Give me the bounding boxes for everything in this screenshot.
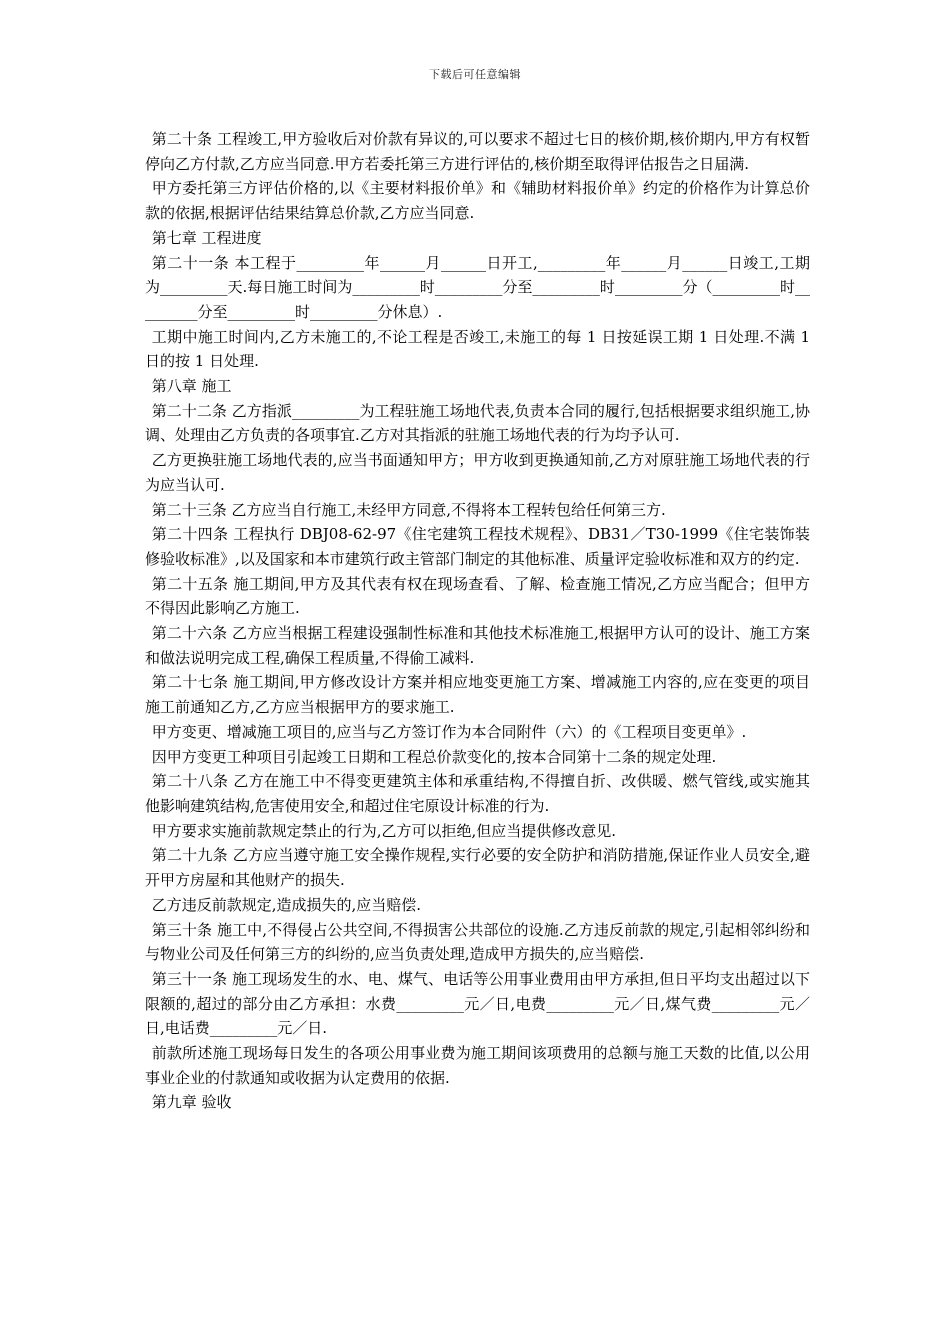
paragraph-delay-rule: 工期中施工时间内,乙方未施工的,不论工程是否竣工,未施工的每 1 日按延误工期 1 日处理.不满 1 日的按 1 日处理. [145, 327, 810, 371]
clause-26: 第二十六条 乙方应当根据工程建设强制性标准和其他技术标准施工,根据甲方认可的设计、施工方案和做法说明完成工程,确保工程质量,不得偷工减料. [145, 624, 810, 667]
clause-29: 第二十九条 乙方应当遵守施工安全操作规程,实行必要的安全防护和消防措施,保证作业人员安全,避开甲方房屋和其他财产的损失. [145, 846, 810, 890]
paragraph-refuse-prohibited: 甲方要求实施前款规定禁止的行为,乙方可以拒绝,但应当提供修改意见. [151, 821, 617, 840]
clause-24: 第二十四条 工程执行 DBJ08-62-97《住宅建筑工程技术规程》、DB31／T30-1999《住宅装饰装修验收标准》,以及国家和本市建筑行政主管部门制定的其他标准、质量评定验收标准和双方的约定. [145, 525, 810, 568]
clause-30: 第三十条 施工中,不得侵占公共空间,不得损害公共部位的设施.乙方违反前款的规定,引起相邻纠纷和与物业公司及任何第三方的纠纷的,应当负责处理,造成甲方损失的,应当赔偿. [145, 920, 810, 964]
clause-22: 第二十二条 乙方指派_________为工程驻施工场地代表,负责本合同的履行,包括根据要求组织施工,协调、处理由乙方负责的各项事宜.乙方对其指派的驻施工场地代表的行为均予认可. [145, 401, 810, 445]
clause-27: 第二十七条 施工期间,甲方修改设计方案并相应地变更施工方案、增减施工内容的,应在变更的项目施工前通知乙方,乙方应当根据甲方的要求施工. [145, 673, 810, 717]
chapter-8-heading: 第八章 施工 [151, 377, 232, 396]
paragraph-utility-fee-basis: 前款所述施工现场每日发生的各项公用事业费为施工期间该项费用的总额与施工天数的比值,以公用事业企业的付款通知或收据为认定费用的依据. [145, 1044, 810, 1087]
clause-28: 第二十八条 乙方在施工中不得变更建筑主体和承重结构,不得擅自折、改供暖、燃气管线,或实施其他影响建筑结构,危害使用安全,和超过住宅原设计标准的行为. [145, 772, 810, 815]
paragraph-change-order: 甲方变更、增减施工项目的,应当与乙方签订作为本合同附件（六）的《工程项目变更单》. [151, 722, 747, 741]
paragraph-replace-representative: 乙方更换驻施工场地代表的,应当书面通知甲方；甲方收到更换通知前,乙方对原驻施工场地代表的行为应当认可. [145, 451, 810, 494]
clause-20: 第二十条 工程竣工,甲方验收后对价款有异议的,可以要求不超过七日的核价期,核价期内,甲方有权暂停向乙方付款,乙方应当同意.甲方若委托第三方进行评估的,核价期至取得评估报告之日届满. [145, 130, 810, 173]
clause-21: 第二十一条 本工程于_________年______月______日开工,_________年______月______日竣工,工期为_________天.每日施工时间为_________时_________分至_________时_________分（_________时_________分至_________时_________分休息）. [145, 253, 810, 321]
clause-31: 第三十一条 施工现场发生的水、电、煤气、电话等公用事业费用由甲方承担,但日平均支出超过以下限额的,超过的部分由乙方承担：水费_________元／日,电费_________元／日,煤气费_________元／日,电话费_________元／日. [145, 969, 810, 1038]
clause-25: 第二十五条 施工期间,甲方及其代表有权在现场查看、了解、检查施工情况,乙方应当配合；但甲方不得因此影响乙方施工. [145, 574, 810, 618]
paragraph-compensation: 乙方违反前款规定,造成损失的,应当赔偿. [151, 895, 422, 914]
document-body [145, 127, 810, 1115]
paragraph-change-schedule: 因甲方变更工种项目引起竣工日期和工程总价款变化的,按本合同第十二条的规定处理. [151, 747, 717, 766]
paragraph-third-party-valuation: 甲方委托第三方评估价格的,以《主要材料报价单》和《辅助材料报价单》约定的价格作为计算总价款的依据,根据评估结果结算总价款,乙方应当同意. [145, 179, 810, 223]
page-header: 下载后可任意编辑 [429, 68, 521, 81]
clause-23: 第二十三条 乙方应当自行施工,未经甲方同意,不得将本工程转包给任何第三方. [151, 500, 666, 519]
chapter-7-heading: 第七章 工程进度 [151, 228, 262, 247]
chapter-9-heading: 第九章 验收 [151, 1093, 232, 1112]
